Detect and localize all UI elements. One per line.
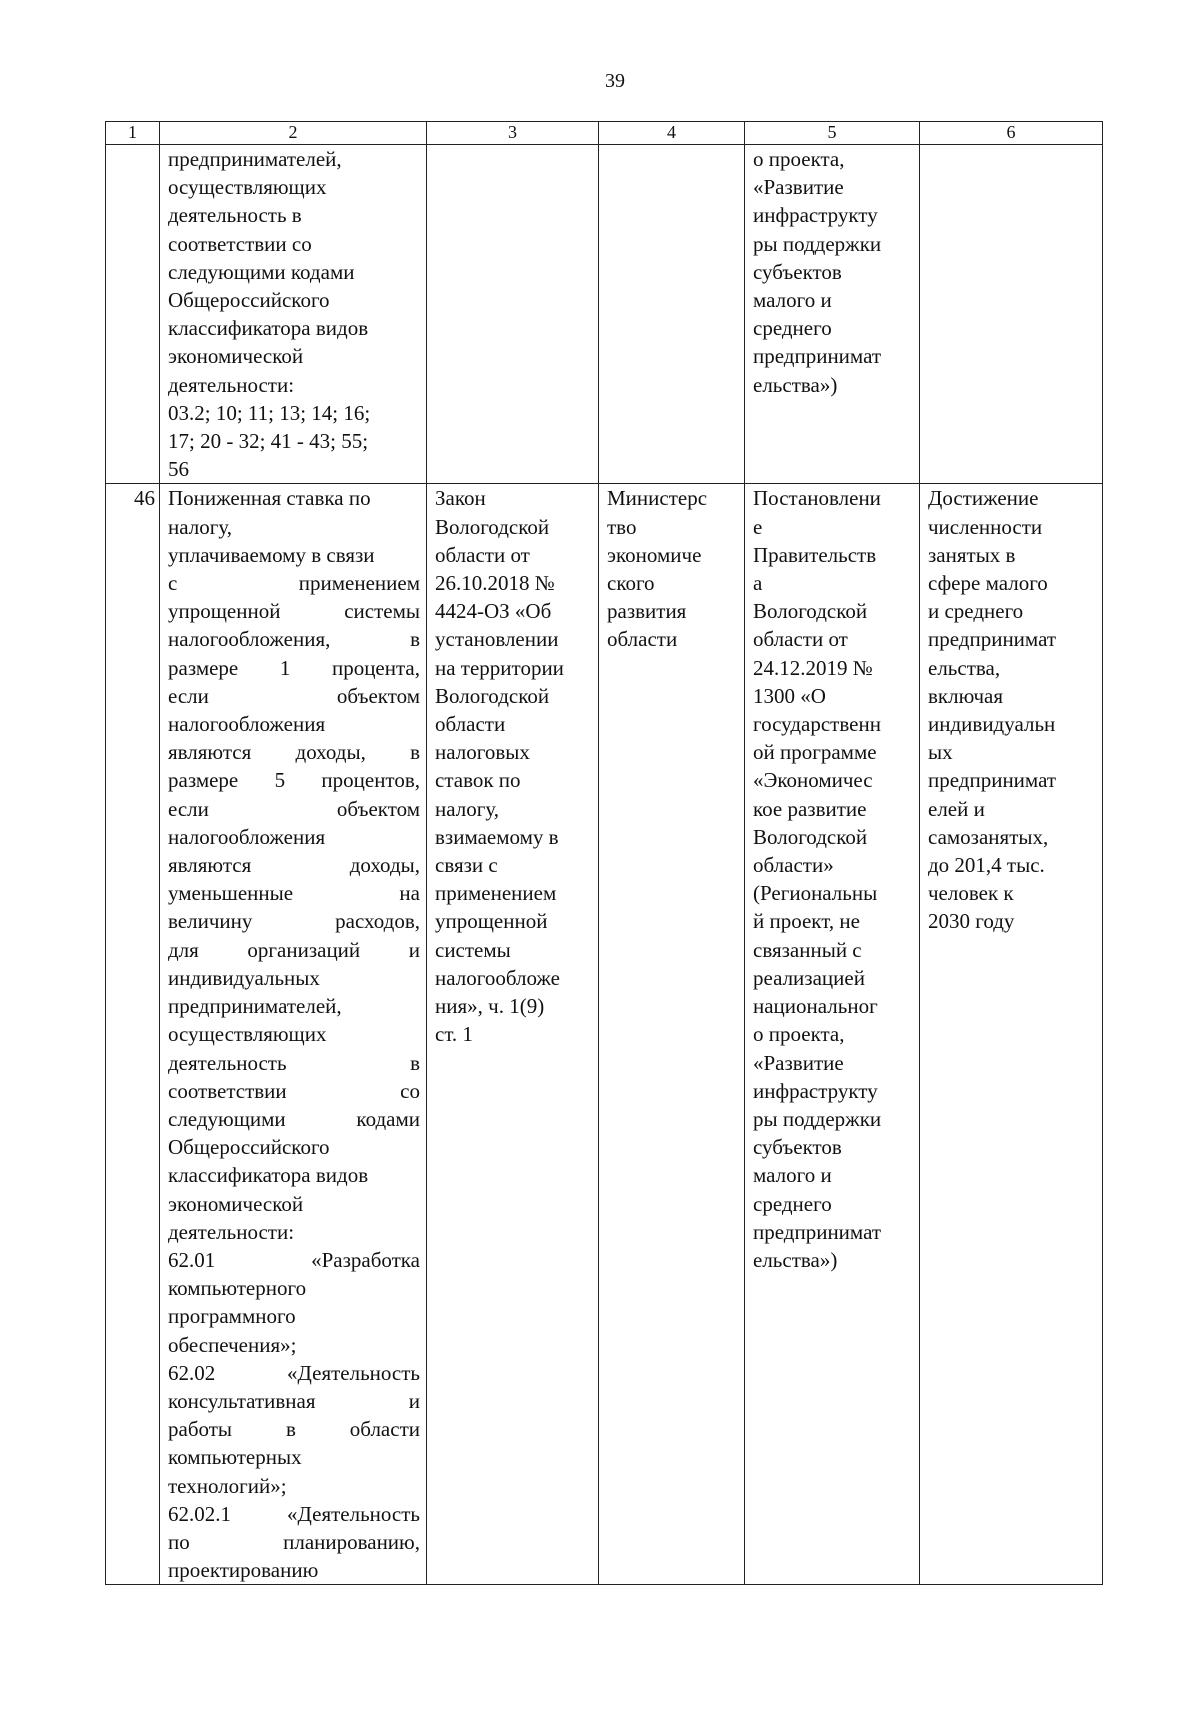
cell-responsible-body xyxy=(599,145,745,484)
text-line: ельства») xyxy=(753,1247,838,1272)
text-line: развития xyxy=(607,599,687,624)
text-line: налогообложе xyxy=(435,965,560,990)
cell-goal xyxy=(920,145,1103,484)
text-line: 4424-ОЗ «Об xyxy=(435,599,552,624)
text-line: предпринимат xyxy=(753,1219,882,1244)
document-table xyxy=(105,121,1103,1585)
text-line: кое развитие xyxy=(753,796,867,821)
column-header-5: 5 xyxy=(745,122,920,145)
text-line: 17; 20 - 32; 41 - 43; 55; xyxy=(168,429,369,454)
text-line: являются доходы, в xyxy=(168,740,420,765)
text-line: ния», ч. 1(9) xyxy=(435,994,545,1019)
text-line: 62.01 «Разработка xyxy=(168,1247,420,1272)
text-line: налогу, xyxy=(435,796,499,821)
cell-legal-act xyxy=(427,484,599,1585)
text-line: индивидуальных xyxy=(168,965,320,990)
text-line: малого и xyxy=(753,1163,832,1188)
table-row-continuation xyxy=(106,145,1103,484)
column-header-6: 6 xyxy=(920,122,1103,145)
text-line: области от xyxy=(753,627,848,652)
text-line: сфере малого xyxy=(928,571,1048,596)
text-line: если объектом xyxy=(168,796,420,821)
text-line: размере 1 процента, xyxy=(168,655,420,680)
text-line: Достижение xyxy=(928,486,1039,511)
page-number: 39 xyxy=(605,70,625,92)
text-line: субъектов xyxy=(753,259,842,284)
text-line: Общероссийского xyxy=(168,1135,330,1160)
text-line: осуществляющих xyxy=(168,1022,327,1047)
text-line: Вологодской xyxy=(435,683,550,708)
text-line: ст. 1 xyxy=(435,1022,473,1047)
text-line: налоговых xyxy=(435,740,530,765)
text-line: уплачиваемому в связи xyxy=(168,542,375,567)
text-line: среднего xyxy=(753,316,832,341)
text-line: 1300 «О xyxy=(753,683,826,708)
text-line: ельства») xyxy=(753,372,838,397)
text-line: 26.10.2018 № xyxy=(435,571,555,596)
text-line: е xyxy=(753,514,763,539)
table-row-46 xyxy=(106,484,1103,1585)
text-line: области xyxy=(607,627,678,652)
text-line: самозанятых, xyxy=(928,824,1049,849)
text-line: ых xyxy=(928,740,953,765)
text-line: елей и xyxy=(928,796,985,821)
text-line: человек к xyxy=(928,881,1014,906)
cell-responsible-body xyxy=(599,484,745,1585)
text-line: 24.12.2019 № xyxy=(753,655,873,680)
text-line: занятых в xyxy=(928,542,1016,567)
text-line: предпринимат xyxy=(928,627,1057,652)
text-line: классификатора видов xyxy=(168,316,369,341)
text-line: тво xyxy=(607,514,637,539)
text-line: экономиче xyxy=(607,542,702,567)
text-line: соответствии со xyxy=(168,231,312,256)
text-line: Постановлени xyxy=(753,486,881,511)
text-line: осуществляющих xyxy=(168,175,327,200)
text-line: деятельность в xyxy=(168,1050,420,1075)
text-line: величину расходов, xyxy=(168,909,420,934)
text-line: налогу, xyxy=(168,514,232,539)
text-line: Вологодской xyxy=(753,599,868,624)
text-line: ского xyxy=(607,571,655,596)
text-line: области» xyxy=(753,853,834,878)
cell-goal xyxy=(920,484,1103,1585)
text-line: инфраструкту xyxy=(753,203,878,228)
text-line: Вологодской xyxy=(435,514,550,539)
text-line: компьютерных xyxy=(168,1445,302,1470)
text-line: налогообложения, в xyxy=(168,627,420,652)
text-line: на территории xyxy=(435,655,564,680)
text-line: Министерс xyxy=(607,486,708,511)
text-line: ставок по xyxy=(435,768,521,793)
text-line: налогообложения xyxy=(168,824,326,849)
text-line: «Экономичес xyxy=(753,768,873,793)
text-line: 62.02.1 «Деятельность xyxy=(168,1501,420,1526)
text-line: если объектом xyxy=(168,683,420,708)
text-line: для организаций и xyxy=(168,937,420,962)
text-line: системы xyxy=(435,937,511,962)
text-line: уменьшенные на xyxy=(168,881,420,906)
text-line: установлении xyxy=(435,627,559,652)
text-line: по планированию, xyxy=(168,1529,420,1554)
text-line: применением xyxy=(435,881,557,906)
column-header-4: 4 xyxy=(599,122,745,145)
column-header-1: 1 xyxy=(106,122,160,145)
text-line: упрощенной xyxy=(435,909,548,934)
cell-legal-act xyxy=(427,145,599,484)
column-header-2: 2 xyxy=(160,122,427,145)
text-line: субъектов xyxy=(753,1135,842,1160)
text-line: деятельность в xyxy=(168,203,302,228)
text-line: связанный с xyxy=(753,937,862,962)
text-line: с применением xyxy=(168,571,420,596)
text-line: предпринимателей, xyxy=(168,994,342,1019)
text-line: предпринимателей, xyxy=(168,147,342,171)
text-line: являются доходы, xyxy=(168,853,420,878)
text-line: Вологодской xyxy=(753,824,868,849)
text-line: ой программе xyxy=(753,740,877,765)
text-line: соответствии со xyxy=(168,1078,420,1103)
text-line: 56 xyxy=(168,457,189,482)
text-line: работы в области xyxy=(168,1417,420,1442)
text-line: индивидуальн xyxy=(928,712,1056,737)
text-line: до 201,4 тыс. xyxy=(928,853,1045,878)
text-line: «Развитие xyxy=(753,1050,844,1075)
text-line: о проекта, xyxy=(753,1022,845,1047)
text-line: 03.2; 10; 11; 13; 14; 16; xyxy=(168,400,371,425)
text-line: включая xyxy=(928,683,1004,708)
text-line: ельства, xyxy=(928,655,1001,680)
text-line: области xyxy=(435,712,506,737)
text-line: Пониженная ставка по xyxy=(168,486,371,511)
text-line: следующими кодами xyxy=(168,1106,420,1131)
text-line: следующими кодами xyxy=(168,259,355,284)
text-line: й проект, не xyxy=(753,909,860,934)
text-line: среднего xyxy=(753,1191,832,1216)
text-line: (Региональны xyxy=(753,881,878,906)
text-line: деятельности: xyxy=(168,1219,295,1244)
text-line: Общероссийского xyxy=(168,288,330,313)
text-line: размере 5 процентов, xyxy=(168,768,420,793)
text-line: национальног xyxy=(753,994,878,1019)
text-line: классификатора видов xyxy=(168,1163,369,1188)
text-line: компьютерного xyxy=(168,1276,307,1301)
text-line: налогообложения xyxy=(168,712,326,737)
text-line: и среднего xyxy=(928,599,1024,624)
text-line: консультативная и xyxy=(168,1388,420,1413)
text-line: проектированию xyxy=(168,1558,319,1583)
text-line: о проекта, xyxy=(753,147,845,171)
text-line: предпринимат xyxy=(753,344,882,369)
column-header-3: 3 xyxy=(427,122,599,145)
text-line: Правительств xyxy=(753,542,877,567)
text-line: деятельности: xyxy=(168,372,295,397)
table-header-row xyxy=(106,122,1103,145)
text-line: области от xyxy=(435,542,530,567)
text-line: взимаемому в xyxy=(435,824,559,849)
text-line: Закон xyxy=(435,486,486,511)
text-line: технологий»; xyxy=(168,1473,287,1498)
cell-program xyxy=(745,145,920,484)
text-line: реализацией xyxy=(753,965,865,990)
text-line: упрощенной системы xyxy=(168,599,420,624)
text-line: численности xyxy=(928,514,1043,539)
cell-number: 46 xyxy=(106,484,160,1585)
text-line: 62.02 «Деятельность xyxy=(168,1360,420,1385)
text-line: а xyxy=(753,571,763,596)
text-line: государственн xyxy=(753,712,881,737)
text-line: инфраструкту xyxy=(753,1078,878,1103)
text-line: «Развитие xyxy=(753,175,844,200)
cell-program xyxy=(745,484,920,1585)
text-line: экономической xyxy=(168,1191,304,1216)
text-line: 2030 году xyxy=(928,909,1015,934)
text-line: программного xyxy=(168,1304,296,1329)
text-line: малого и xyxy=(753,288,832,313)
text-line: ры поддержки xyxy=(753,231,882,256)
cell-description xyxy=(160,145,427,484)
text-line: ры поддержки xyxy=(753,1106,882,1131)
text-line: связи с xyxy=(435,853,498,878)
text-line: обеспечения»; xyxy=(168,1332,297,1357)
text-line: экономической xyxy=(168,344,304,369)
text-line: предпринимат xyxy=(928,768,1057,793)
cell-number xyxy=(106,145,160,484)
cell-description xyxy=(160,484,427,1585)
